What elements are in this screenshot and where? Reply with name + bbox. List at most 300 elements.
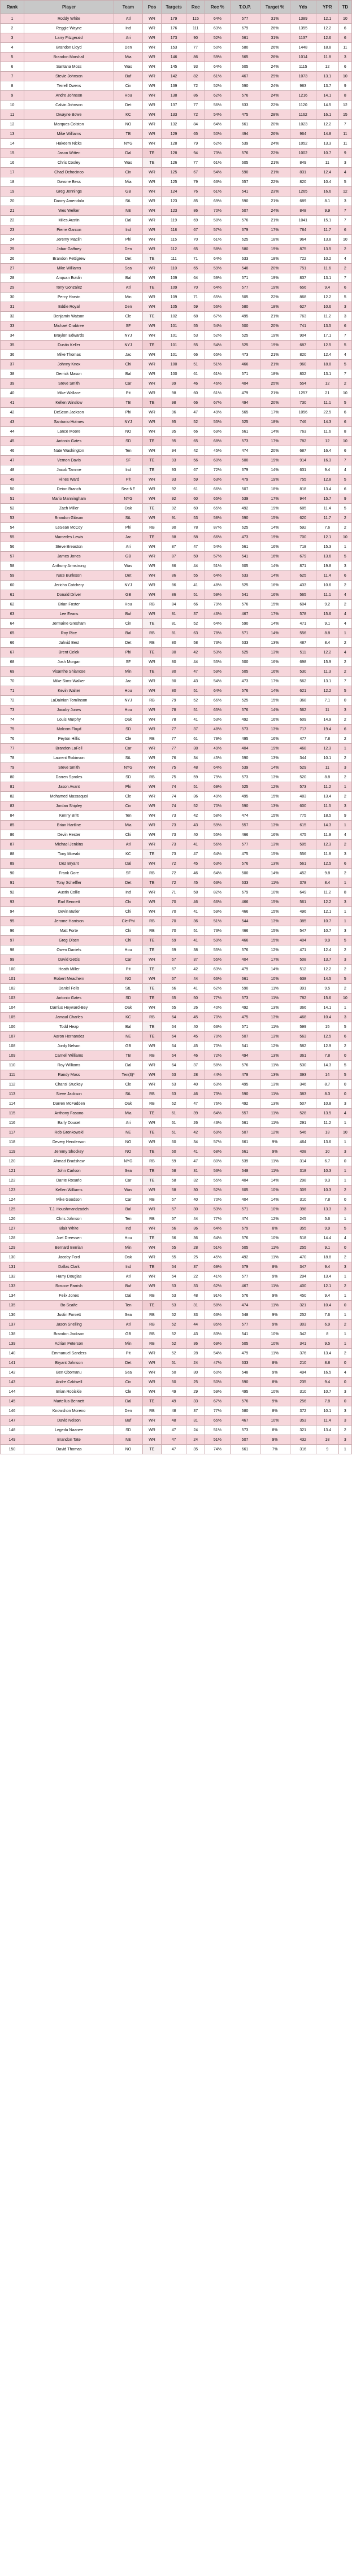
- cell-pos: TE: [142, 398, 161, 408]
- cell-rank: 95: [1, 917, 24, 926]
- cell-top: 505: [230, 1243, 260, 1253]
- cell-rec: 41: [186, 984, 205, 993]
- cell-yds: 1041: [290, 216, 316, 225]
- cell-ypr: 10.4: [316, 1301, 338, 1310]
- cell-yds: 775: [290, 811, 316, 821]
- cell-top: 507: [230, 1032, 260, 1041]
- cell-rec-pct: 54%: [205, 168, 230, 177]
- cell-targets: 74: [162, 792, 186, 801]
- cell-team: GB: [114, 187, 143, 197]
- cell-yds: 687: [290, 341, 316, 350]
- cell-targets: 48: [162, 1406, 186, 1416]
- cell-player: Larry Fitzgerald: [24, 33, 114, 43]
- cell-team: SD: [114, 1426, 143, 1435]
- cell-rec-pct: 57%: [205, 552, 230, 561]
- cell-target-pct: 10%: [260, 1233, 290, 1243]
- cell-target-pct: 9%: [260, 1397, 290, 1406]
- table-row: [1, 1166, 352, 1176]
- cell-rec-pct: 78%: [205, 629, 230, 638]
- cell-rec: 39: [186, 1109, 205, 1118]
- cell-yds: 355: [290, 1224, 316, 1233]
- cell-td: 6: [338, 408, 351, 417]
- cell-yds: 372: [290, 1406, 316, 1416]
- cell-pos: WR: [142, 120, 161, 129]
- cell-target-pct: 19%: [260, 456, 290, 465]
- cell-target-pct: 13%: [260, 917, 290, 926]
- cell-rec: 58: [186, 638, 205, 648]
- cell-team: Cin: [114, 1378, 143, 1387]
- cell-target-pct: 19%: [260, 245, 290, 254]
- cell-pos: WR: [142, 590, 161, 600]
- cell-yds: 310: [290, 1387, 316, 1397]
- cell-yds: 298: [290, 1176, 316, 1185]
- cell-yds: 689: [290, 197, 316, 206]
- cell-td: 4: [338, 1109, 351, 1118]
- cell-rec: 24: [186, 1435, 205, 1445]
- cell-top: 541: [230, 1041, 260, 1051]
- cell-yds: 638: [290, 974, 316, 984]
- cell-rec: 35: [186, 1445, 205, 1454]
- cell-rec-pct: 64%: [205, 283, 230, 293]
- cell-top: 492: [230, 715, 260, 725]
- cell-yds: 432: [290, 1435, 316, 1445]
- cell-ypr: 9.9: [316, 1224, 338, 1233]
- cell-td: 10: [338, 1128, 351, 1137]
- cell-yds: 1073: [290, 72, 316, 81]
- table-row: [1, 1032, 352, 1041]
- cell-pos: WR: [142, 235, 161, 245]
- cell-ypr: 21: [316, 389, 338, 398]
- cell-target-pct: 12%: [260, 1128, 290, 1137]
- cell-pos: RB: [142, 1013, 161, 1022]
- cell-rec-pct: 63%: [205, 878, 230, 888]
- cell-target-pct: 8%: [260, 1378, 290, 1387]
- table-row: [1, 974, 352, 984]
- cell-team: SF: [114, 657, 143, 667]
- cell-player: Mike Sims-Walker: [24, 677, 114, 686]
- cell-target-pct: 9%: [260, 1272, 290, 1282]
- cell-pos: WR: [142, 1416, 161, 1426]
- cell-rec: 86: [186, 53, 205, 62]
- cell-top: 500: [230, 657, 260, 667]
- cell-td: 0: [338, 1301, 351, 1310]
- cell-yds: 1120: [290, 101, 316, 110]
- cell-target-pct: 11%: [260, 1061, 290, 1070]
- cell-player: Reggie Wayne: [24, 24, 114, 33]
- cell-rec-pct: 41%: [205, 1272, 230, 1282]
- cell-team: GB: [114, 1330, 143, 1339]
- cell-targets: 72: [162, 869, 186, 878]
- cell-pos: WR: [142, 888, 161, 897]
- cell-top: 466: [230, 907, 260, 917]
- cell-yds: 344: [290, 753, 316, 763]
- cell-target-pct: 22%: [260, 177, 290, 187]
- cell-td: 5: [338, 360, 351, 369]
- cell-ypr: 10.4: [316, 177, 338, 187]
- cell-yds: 256: [290, 1397, 316, 1406]
- cell-td: 4: [338, 350, 351, 360]
- cell-target-pct: 13%: [260, 821, 290, 830]
- cell-ypr: 11.8: [316, 849, 338, 859]
- cell-target-pct: 19%: [260, 504, 290, 513]
- cell-targets: 67: [162, 955, 186, 965]
- cell-rank: 52: [1, 504, 24, 513]
- cell-td: 1: [338, 1214, 351, 1224]
- cell-team: KC: [114, 110, 143, 120]
- cell-targets: 88: [162, 533, 186, 542]
- cell-rank: 92: [1, 888, 24, 897]
- cell-team: Cle-Phi: [114, 917, 143, 926]
- cell-td: 1: [338, 1166, 351, 1176]
- cell-rank: 19: [1, 187, 24, 197]
- cell-rec: 44: [186, 561, 205, 571]
- cell-ypr: 15.6: [316, 993, 338, 1003]
- cell-yds: 361: [290, 1051, 316, 1061]
- cell-player: David Nelson: [24, 1416, 114, 1426]
- cell-rank: 89: [1, 859, 24, 869]
- cell-rec: 77: [186, 43, 205, 53]
- cell-ypr: 13.1: [316, 677, 338, 686]
- cell-td: 7: [338, 206, 351, 216]
- cell-td: 0: [338, 1378, 351, 1387]
- cell-rec: 52: [186, 619, 205, 629]
- cell-yds: 520: [290, 773, 316, 782]
- table-row: [1, 110, 352, 120]
- cell-player: Matt Forte: [24, 926, 114, 936]
- table-row: [1, 859, 352, 869]
- cell-pos: WR: [142, 216, 161, 225]
- cell-ypr: 12.1: [316, 907, 338, 917]
- cell-pos: WR: [142, 1243, 161, 1253]
- cell-target-pct: 10%: [260, 1205, 290, 1214]
- cell-yds: 321: [290, 1426, 316, 1435]
- cell-rank: 5: [1, 53, 24, 62]
- cell-rec-pct: 82%: [205, 888, 230, 897]
- cell-yds: 751: [290, 264, 316, 273]
- cell-team: NYJ: [114, 341, 143, 350]
- cell-rec: 24: [186, 1426, 205, 1435]
- cell-td: 6: [338, 417, 351, 427]
- cell-rec-pct: 63%: [205, 1080, 230, 1089]
- cell-rank: 22: [1, 216, 24, 225]
- cell-team: Ind: [114, 24, 143, 33]
- cell-targets: 78: [162, 705, 186, 715]
- cell-pos: WR: [142, 725, 161, 734]
- cell-td: 5: [338, 1070, 351, 1080]
- cell-pos: TE: [142, 1262, 161, 1272]
- cell-ypr: 15.1: [316, 216, 338, 225]
- cell-team: Bal: [114, 273, 143, 283]
- cell-rec-pct: 62%: [205, 91, 230, 101]
- cell-targets: 53: [162, 1301, 186, 1310]
- cell-td: 1: [338, 1339, 351, 1349]
- cell-player: Bryant Johnson: [24, 1358, 114, 1368]
- cell-ypr: 12.2: [316, 120, 338, 129]
- cell-rec: 48: [186, 1291, 205, 1301]
- table-row: [1, 1272, 352, 1282]
- cell-team: Sea: [114, 1368, 143, 1378]
- header-ypr: YPR: [316, 1, 338, 14]
- table-row: [1, 1435, 352, 1445]
- cell-rec-pct: 68%: [205, 437, 230, 446]
- cell-rec: 37: [186, 1061, 205, 1070]
- cell-rank: 138: [1, 1330, 24, 1339]
- cell-td: 12: [338, 187, 351, 197]
- cell-team: Sea-NE: [114, 485, 143, 494]
- cell-rank: 17: [1, 168, 24, 177]
- cell-rank: 110: [1, 1061, 24, 1070]
- cell-pos: WR: [142, 1282, 161, 1291]
- cell-player: Mike Williams: [24, 264, 114, 273]
- cell-team: Jac: [114, 533, 143, 542]
- cell-pos: TE: [142, 437, 161, 446]
- cell-rec: 45: [186, 1032, 205, 1041]
- cell-rec: 51: [186, 590, 205, 600]
- cell-pos: WR: [142, 571, 161, 581]
- cell-yds: 245: [290, 1214, 316, 1224]
- cell-yds: 529: [290, 763, 316, 773]
- cell-pos: WR: [142, 542, 161, 552]
- cell-team: Buf: [114, 1416, 143, 1426]
- cell-target-pct: 10%: [260, 974, 290, 984]
- cell-td: 6: [338, 24, 351, 33]
- cell-ypr: 13.8: [316, 235, 338, 245]
- cell-target-pct: 11%: [260, 993, 290, 1003]
- cell-targets: 49: [162, 1387, 186, 1397]
- table-row: [1, 926, 352, 936]
- cell-rank: 119: [1, 1147, 24, 1157]
- cell-ypr: 11.3: [316, 667, 338, 677]
- cell-top: 539: [230, 494, 260, 504]
- cell-team: NYJ: [114, 417, 143, 427]
- cell-td: 10: [338, 533, 351, 542]
- cell-pos: RB: [142, 1051, 161, 1061]
- table-row: [1, 897, 352, 907]
- cell-td: 3: [338, 312, 351, 321]
- cell-team: Jac: [114, 350, 143, 360]
- table-row: [1, 1147, 352, 1157]
- cell-yds: 391: [290, 984, 316, 993]
- cell-rec: 37: [186, 1262, 205, 1272]
- cell-yds: 235: [290, 1378, 316, 1387]
- cell-rec: 42: [186, 811, 205, 821]
- cell-yds: 366: [290, 1003, 316, 1013]
- cell-td: 0: [338, 1195, 351, 1205]
- cell-td: 3: [338, 1262, 351, 1272]
- cell-rank: 116: [1, 1118, 24, 1128]
- cell-player: Chad Ochocinco: [24, 168, 114, 177]
- table-row: [1, 561, 352, 571]
- cell-td: 2: [338, 1041, 351, 1051]
- cell-yds: 452: [290, 869, 316, 878]
- cell-ypr: 12.9: [316, 1041, 338, 1051]
- cell-target-pct: 24%: [260, 81, 290, 91]
- cell-rec-pct: 61%: [205, 235, 230, 245]
- cell-rec: 65: [186, 129, 205, 139]
- table-row: [1, 331, 352, 341]
- table-row: [1, 830, 352, 840]
- cell-target-pct: 9%: [260, 1435, 290, 1445]
- cell-pos: WR: [142, 1387, 161, 1397]
- cell-rec: 65: [186, 437, 205, 446]
- cell-yds: 868: [290, 293, 316, 302]
- cell-team: Den: [114, 1406, 143, 1416]
- cell-td: 2: [338, 734, 351, 744]
- cell-top: 539: [230, 139, 260, 149]
- cell-rec-pct: 64%: [205, 686, 230, 696]
- cell-yds: 511: [290, 648, 316, 657]
- cell-pos: RB: [142, 523, 161, 533]
- cell-td: 2: [338, 753, 351, 763]
- cell-yds: 627: [290, 302, 316, 312]
- cell-pos: RB: [142, 629, 161, 638]
- table-row: [1, 1089, 352, 1099]
- cell-yds: 837: [290, 273, 316, 283]
- cell-rank: 128: [1, 1233, 24, 1243]
- table-row: [1, 629, 352, 638]
- cell-player: Justin Forsett: [24, 1310, 114, 1320]
- cell-rec-pct: 50%: [205, 1378, 230, 1387]
- table-row: [1, 1397, 352, 1406]
- cell-rank: 62: [1, 600, 24, 609]
- cell-rec: 34: [186, 1137, 205, 1147]
- table-row: [1, 657, 352, 667]
- cell-ypr: 9.9: [316, 936, 338, 945]
- cell-rec: 53: [186, 513, 205, 523]
- cell-ypr: 7.8: [316, 1397, 338, 1406]
- cell-rec-pct: 64%: [205, 619, 230, 629]
- cell-player: Johnny Knox: [24, 360, 114, 369]
- cell-rec-pct: 66%: [205, 897, 230, 907]
- cell-ypr: 11: [316, 158, 338, 168]
- cell-yds: 722: [290, 254, 316, 264]
- cell-yds: 468: [290, 1013, 316, 1022]
- cell-yds: 784: [290, 225, 316, 235]
- cell-player: Kevin Walter: [24, 686, 114, 696]
- cell-rank: 81: [1, 782, 24, 792]
- cell-ypr: 18.8: [316, 43, 338, 53]
- cell-rec: 37: [186, 609, 205, 619]
- cell-rank: 91: [1, 878, 24, 888]
- cell-team: Buf: [114, 72, 143, 81]
- cell-targets: 66: [162, 984, 186, 993]
- cell-targets: 86: [162, 581, 186, 590]
- cell-rec: 30: [186, 1368, 205, 1378]
- cell-td: 4: [338, 1368, 351, 1378]
- cell-target-pct: 11%: [260, 878, 290, 888]
- cell-td: 2: [338, 715, 351, 725]
- cell-target-pct: 15%: [260, 811, 290, 821]
- cell-target-pct: 13%: [260, 859, 290, 869]
- cell-td: 7: [338, 456, 351, 465]
- cell-target-pct: 26%: [260, 43, 290, 53]
- cell-top: 679: [230, 1224, 260, 1233]
- cell-yds: 562: [290, 677, 316, 686]
- cell-td: 3: [338, 897, 351, 907]
- cell-player: Mike Williams: [24, 129, 114, 139]
- cell-target-pct: 8%: [260, 1358, 290, 1368]
- cell-targets: 63: [162, 1080, 186, 1089]
- cell-ypr: 8.4: [316, 878, 338, 888]
- cell-yds: 914: [290, 456, 316, 465]
- cell-rec-pct: 55%: [205, 1176, 230, 1185]
- cell-player: Brandon Lloyd: [24, 43, 114, 53]
- cell-rank: 45: [1, 437, 24, 446]
- cell-player: Santana Moss: [24, 62, 114, 72]
- cell-top: 590: [230, 619, 260, 629]
- cell-rec-pct: 59%: [205, 936, 230, 945]
- cell-pos: TE: [142, 254, 161, 264]
- cell-targets: 77: [162, 734, 186, 744]
- cell-yds: 578: [290, 609, 316, 619]
- table-row: [1, 1368, 352, 1378]
- cell-team: Ten: [114, 1301, 143, 1310]
- cell-player: Derrick Mason: [24, 369, 114, 379]
- cell-rank: 47: [1, 456, 24, 465]
- cell-pos: TE: [142, 1109, 161, 1118]
- cell-target-pct: 14%: [260, 427, 290, 437]
- cell-player: Ray Rice: [24, 629, 114, 638]
- cell-ypr: 10.1: [316, 1406, 338, 1416]
- cell-pos: TE: [142, 1128, 161, 1137]
- cell-yds: 530: [290, 667, 316, 677]
- cell-top: 577: [230, 283, 260, 293]
- cell-rank: 121: [1, 1166, 24, 1176]
- cell-team: Min: [114, 293, 143, 302]
- cell-yds: 556: [290, 629, 316, 638]
- cell-rec-pct: 63%: [205, 24, 230, 33]
- cell-rank: 86: [1, 830, 24, 840]
- cell-ypr: 9.8: [316, 869, 338, 878]
- cell-rec-pct: 65%: [205, 504, 230, 513]
- cell-targets: 79: [162, 696, 186, 705]
- cell-team: Hou: [114, 945, 143, 955]
- cell-targets: 50: [162, 1368, 186, 1378]
- cell-player: Kellen Williams: [24, 1185, 114, 1195]
- cell-target-pct: 24%: [260, 206, 290, 216]
- cell-target-pct: 19%: [260, 331, 290, 341]
- cell-pos: TE: [142, 1166, 161, 1176]
- cell-rank: 14: [1, 139, 24, 149]
- cell-top: 479: [230, 965, 260, 974]
- cell-ypr: 14: [316, 1070, 338, 1080]
- cell-team: NE: [114, 206, 143, 216]
- cell-pos: WR: [142, 974, 161, 984]
- cell-yds: 471: [290, 619, 316, 629]
- cell-targets: 139: [162, 81, 186, 91]
- cell-team: Sea: [114, 264, 143, 273]
- cell-rec-pct: 56%: [205, 302, 230, 312]
- cell-team: Cle: [114, 1080, 143, 1089]
- cell-top: 557: [230, 177, 260, 187]
- cell-ypr: 13.3: [316, 1205, 338, 1214]
- table-row: [1, 158, 352, 168]
- cell-team: NYJ: [114, 696, 143, 705]
- cell-team: Ten: [114, 446, 143, 456]
- header-target-pct: Target %: [260, 1, 290, 14]
- cell-rank: 16: [1, 158, 24, 168]
- cell-player: Mike Goodson: [24, 1195, 114, 1205]
- cell-yds: 730: [290, 398, 316, 408]
- cell-ypr: 13.5: [316, 321, 338, 331]
- cell-yds: 1014: [290, 53, 316, 62]
- cell-rank: 31: [1, 302, 24, 312]
- cell-pos: WR: [142, 1137, 161, 1147]
- cell-rec-pct: 56%: [205, 101, 230, 110]
- cell-rec: 72: [186, 110, 205, 120]
- cell-player: Eddie Royal: [24, 302, 114, 312]
- cell-rec-pct: 56%: [205, 840, 230, 849]
